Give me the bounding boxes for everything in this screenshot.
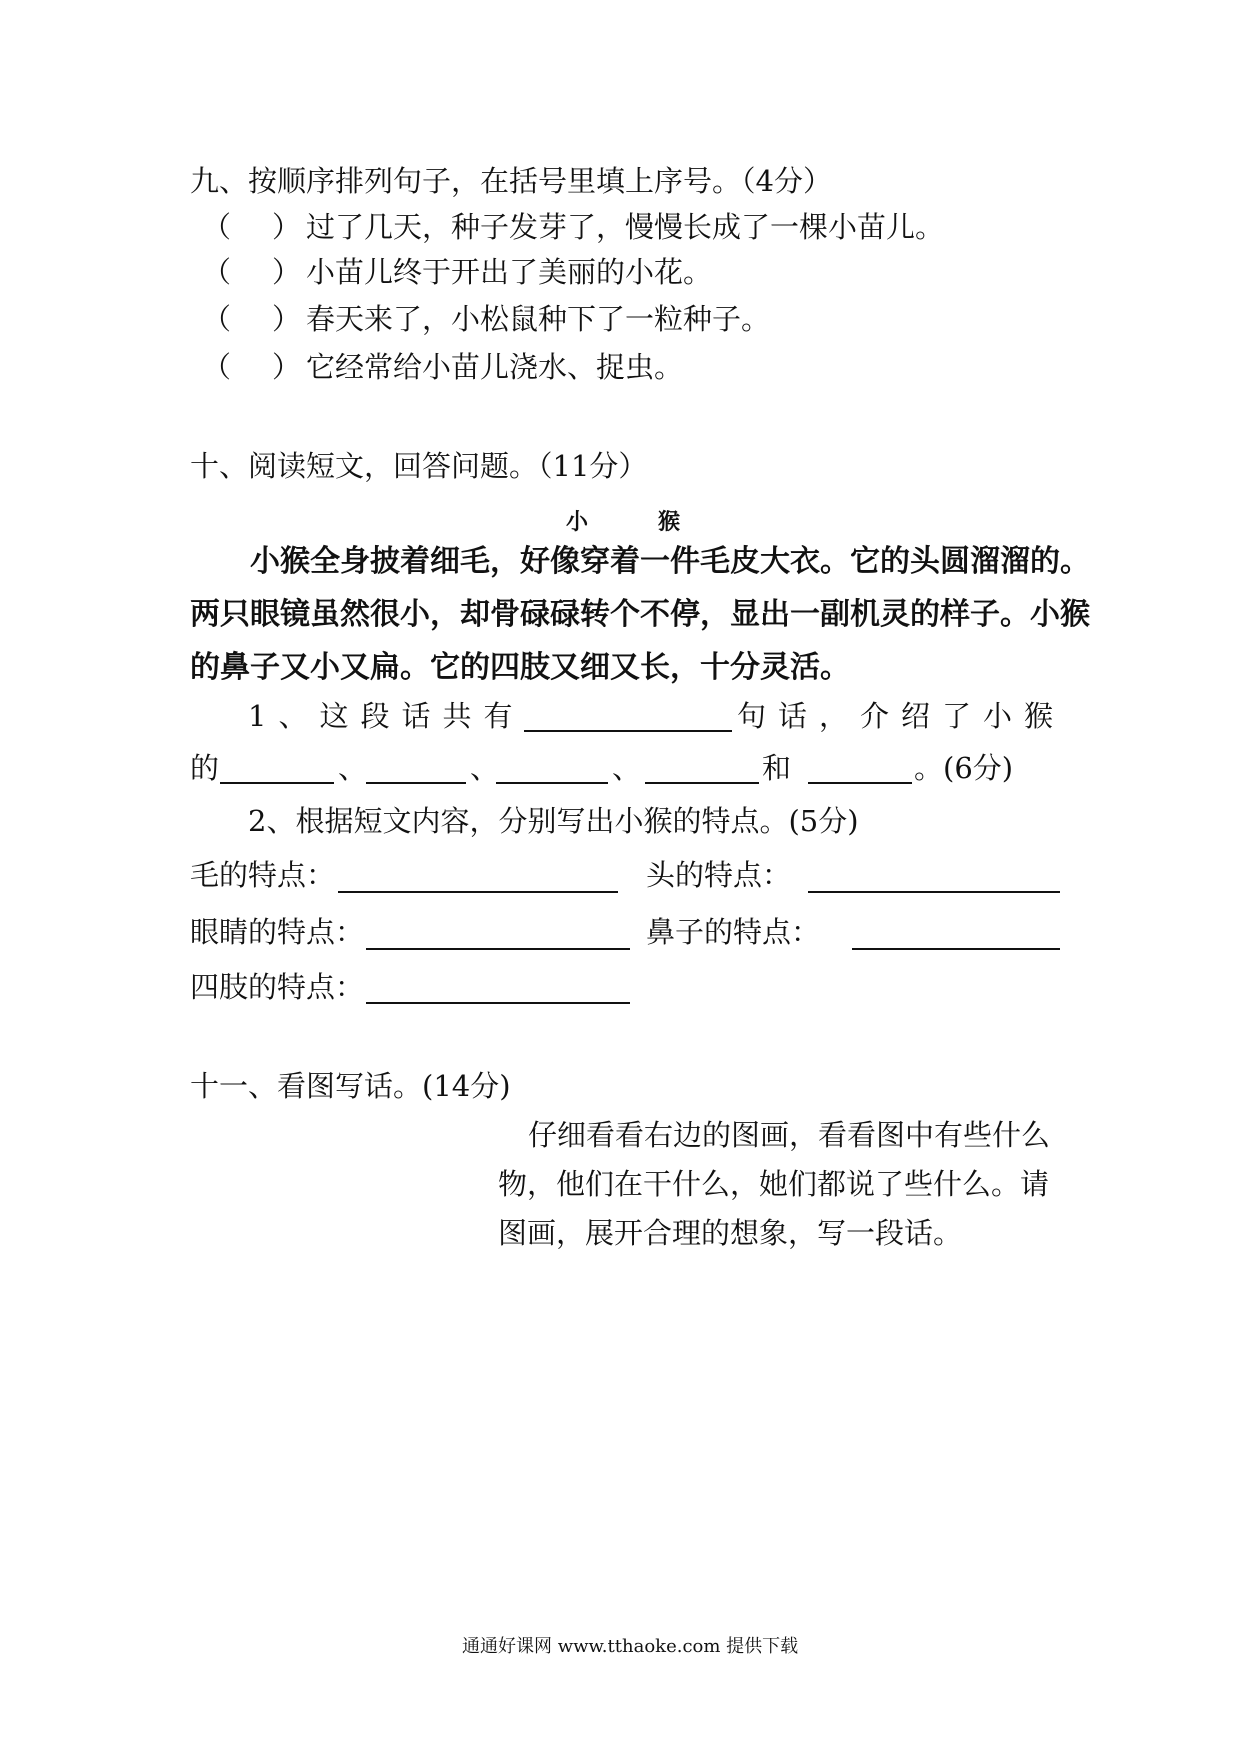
q1-blank-sentence-count[interactable] [524,730,732,732]
eyes-label: 眼睛的特点： [190,915,365,949]
limbs-label: 四肢的特点： [190,970,365,1004]
section10-heading: 十、阅读短文，回答问题。（11分） [190,449,648,483]
open-paren: （ [202,255,232,289]
q1-blank-5[interactable] [808,782,912,784]
q1-end: 。(6分) [914,751,1014,785]
close-paren: ） [272,302,302,336]
ordering-sentence: 它经常给小苗儿浇水、捉虫。 [306,350,684,384]
open-paren: （ [202,350,232,384]
limbs-answer-blank[interactable] [366,1002,630,1004]
section11-instruction-3: 图画，展开合理的想象，写一段话。 [498,1216,963,1250]
q1-blank-3[interactable] [496,782,608,784]
q1-sep-2: 、 [470,751,500,785]
q1-line2-start: 的 [190,751,220,785]
ordering-sentence: 小苗儿终于开出了美丽的小花。 [306,255,713,289]
nose-answer-blank[interactable] [852,948,1060,950]
head-label: 头的特点： [646,858,792,892]
q1-sep-1: 、 [338,751,368,785]
eyes-answer-blank[interactable] [366,948,630,950]
ordering-sentence: 过了几天，种子发芽了，慢慢长成了一棵小苗儿。 [306,210,945,244]
q1-sep-3: 、 [612,751,642,785]
passage-line-1: 小猴全身披着细毛，好像穿着一件毛皮大衣。它的头圆溜溜的。 [250,544,1090,579]
passage-title-char2: 猴 [658,509,681,535]
passage-line-3: 的鼻子又小又扁。它的四肢又细又长，十分灵活。 [190,650,850,685]
footer-text: 通通好课网 www.tthaoke.com 提供下载 [462,1636,799,1657]
q1-blank-1[interactable] [220,782,334,784]
section11-instruction-2: 物，他们在干什么，她们都说了些什么。请 [498,1167,1050,1201]
fur-label: 毛的特点： [190,858,336,892]
close-paren: ） [272,255,302,289]
q1-and: 和 [762,751,792,785]
head-answer-blank[interactable] [808,891,1060,893]
section11-instruction-1: 仔细看看右边的图画，看看图中有些什么 [528,1118,1051,1152]
close-paren: ） [272,210,302,244]
q1-part-b: 句话，介绍了小猴 [737,699,1066,733]
nose-label: 鼻子的特点： [646,915,821,949]
close-paren: ） [272,350,302,384]
section9-heading: 九、按顺序排列句子，在括号里填上序号。（4分） [190,164,832,198]
section11-heading: 十一、看图写话。(14分) [190,1069,511,1103]
passage-title-char1: 小 [566,509,589,535]
q1-part-a: 1、这段话共有 [248,699,525,733]
q1-blank-2[interactable] [366,782,466,784]
open-paren: （ [202,210,232,244]
open-paren: （ [202,302,232,336]
fur-answer-blank[interactable] [338,891,618,893]
q2-prompt: 2、根据短文内容，分别写出小猴的特点。(5分) [248,804,859,838]
passage-line-2: 两只眼镜虽然很小，却骨碌碌转个不停，显出一副机灵的样子。小猴 [190,597,1090,632]
q1-blank-4[interactable] [645,782,759,784]
ordering-sentence: 春天来了，小松鼠种下了一粒种子。 [306,302,771,336]
